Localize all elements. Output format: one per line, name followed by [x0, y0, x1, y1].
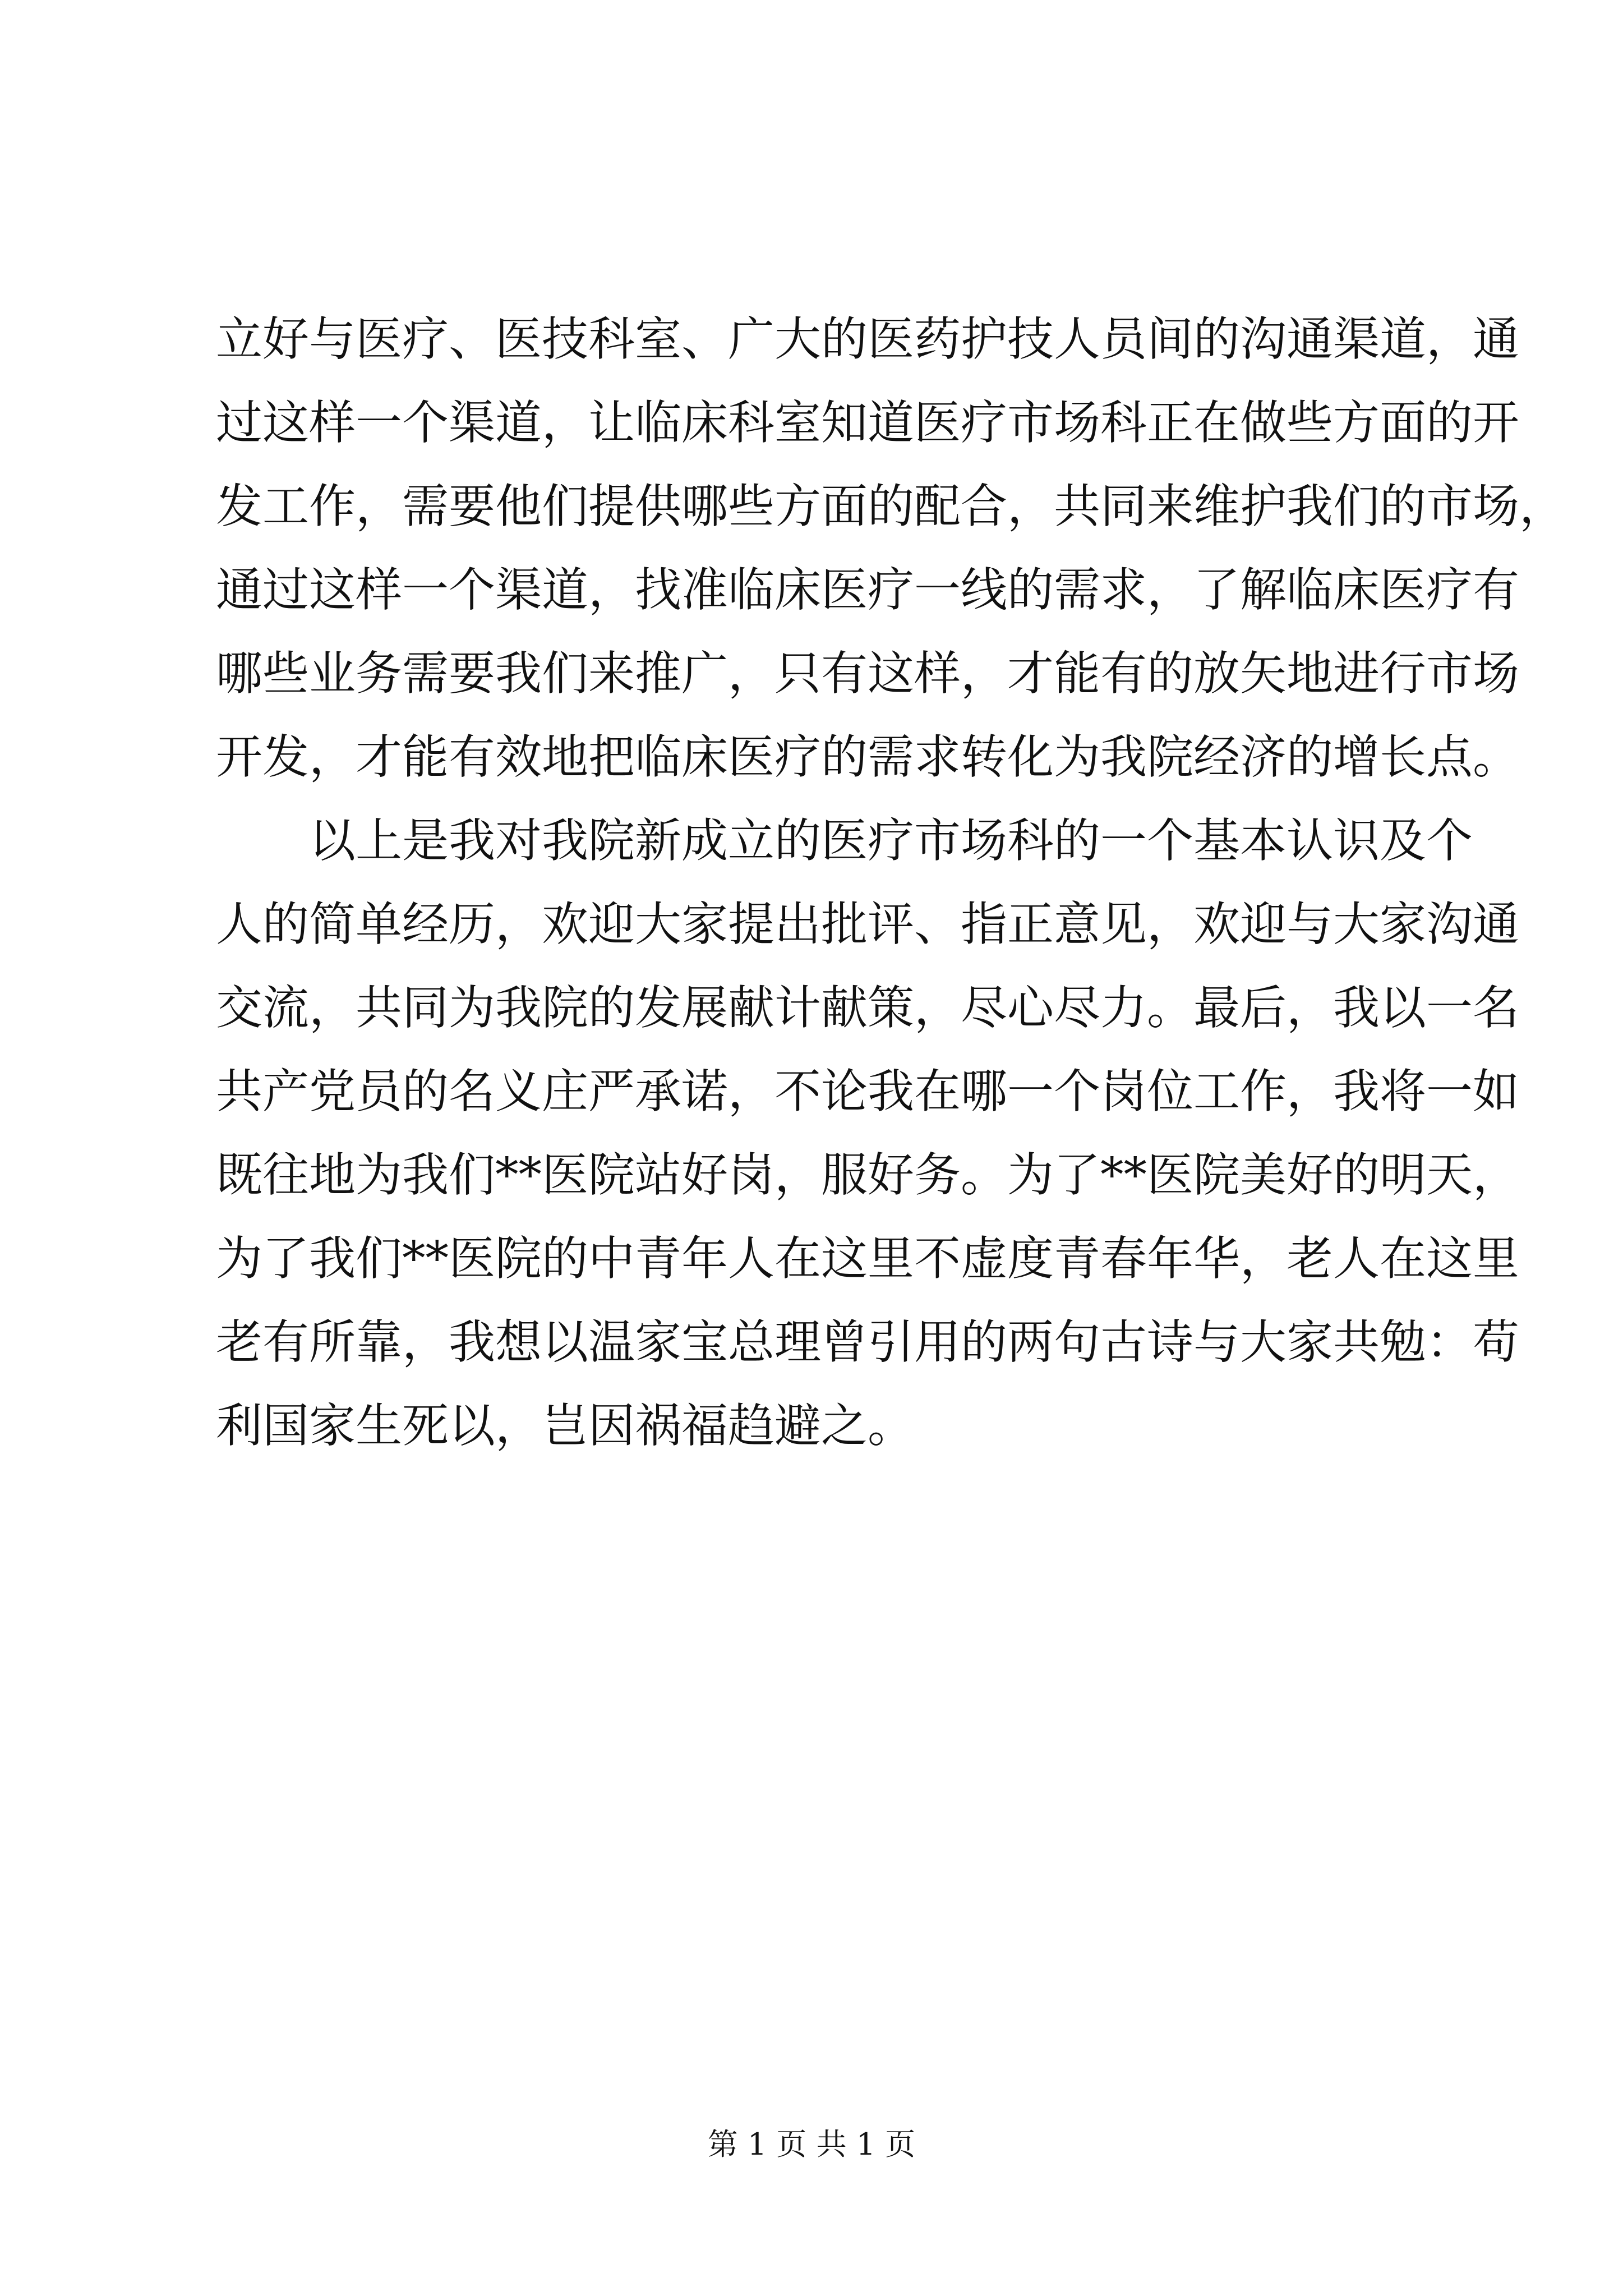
paragraph-line: 既往地为我们**医院站好岗，服好务。为了**医院美好的明天，: [216, 1148, 1519, 1202]
paragraph-line: 过这样一个渠道，让临床科室知道医疗市场科正在做些方面的开: [216, 395, 1519, 450]
paragraph-line: 人的简单经历，欢迎大家提出批评、指正意见，欢迎与大家沟通: [216, 897, 1519, 951]
paragraph-line: 为了我们**医院的中青年人在这里不虚度青春年华，老人在这里: [216, 1231, 1519, 1286]
paragraph-1: [216, 297, 1566, 799]
document-body: [216, 297, 1566, 1467]
paragraph-2: [216, 799, 1519, 1467]
paragraph-line: 老有所靠，我想以温家宝总理曾引用的两句古诗与大家共勉：苟: [216, 1315, 1519, 1369]
paragraph-line: 开发，才能有效地把临床医疗的需求转化为我院经济的增长点。: [216, 730, 1519, 784]
paragraph-line: 共产党员的名义庄严承诺，不论我在哪一个岗位工作，我将一如: [216, 1064, 1519, 1119]
paragraph-line: 哪些业务需要我们来推广，只有这样，才能有的放矢地进行市场: [216, 646, 1519, 701]
paragraph-line: 以上是我对我院新成立的医疗市场科的一个基本认识及个: [309, 813, 1473, 868]
page-footer: [0, 2125, 1623, 2164]
paragraph-line: 利国家生死以，岂因祸福趋避之。: [216, 1398, 914, 1453]
paragraph-line: 通过这样一个渠道，找准临床医疗一线的需求，了解临床医疗有: [216, 563, 1519, 617]
paragraph-line: 交流，共同为我院的发展献计献策，尽心尽力。最后，我以一名: [216, 981, 1519, 1035]
paragraph-line: 发工作，需要他们提供哪些方面的配合，共同来维护我们的市场，: [216, 479, 1566, 533]
paragraph-line: 立好与医疗、医技科室、广大的医药护技人员间的沟通渠道，通: [216, 312, 1519, 366]
page-number-label: 第 1 页 共 1 页: [707, 2127, 916, 2162]
